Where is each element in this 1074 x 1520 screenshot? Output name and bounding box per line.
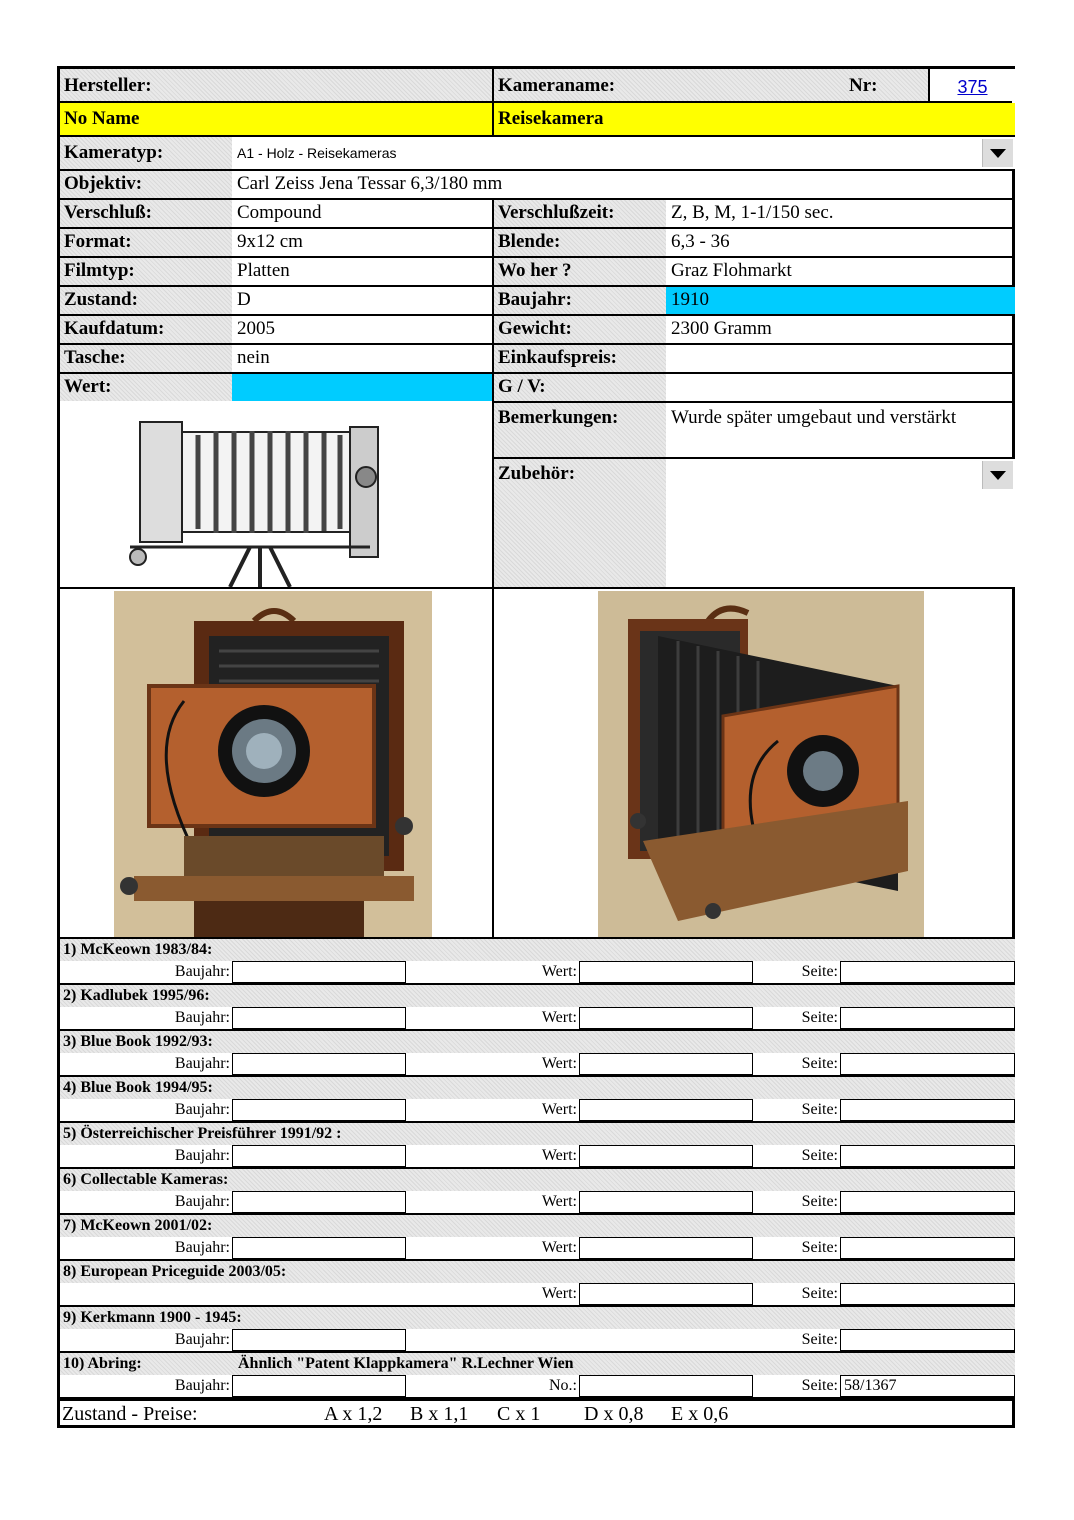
verschlusszeit-label: Verschlußzeit: [494, 200, 666, 227]
reference-title: 9) Kerkmann 1900 - 1945: [60, 1307, 1015, 1329]
camera-photo-front-image [114, 591, 432, 939]
reference-seite-input[interactable] [840, 961, 1015, 983]
divider [492, 69, 494, 103]
reference-title: 2) Kadlubek 1995/96: [60, 985, 1015, 1007]
zubehoer-selected-value [666, 461, 671, 482]
divider [60, 1397, 1012, 1399]
reference-seite-label: Seite: [801, 1055, 838, 1072]
camera-photo-angle-image [598, 591, 924, 937]
divider [492, 103, 494, 135]
reference-wert-label: Wert: [541, 1055, 577, 1072]
zustand-value: D [237, 289, 251, 310]
blende-value: 6,3 - 36 [671, 231, 730, 252]
baujahr-label: Baujahr: [494, 287, 666, 314]
woher-value: Graz Flohmarkt [671, 260, 792, 281]
wert-value [232, 374, 492, 401]
camera-name-value: Reisekamera [494, 103, 1015, 135]
format-value: 9x12 cm [237, 231, 303, 252]
reference-wert-input[interactable] [579, 1145, 753, 1167]
manufacturer-label: Hersteller: [60, 69, 492, 103]
reference-baujahr-input[interactable] [232, 1329, 406, 1351]
reference-seite-label: Seite: [801, 1193, 838, 1210]
tasche-value: nein [237, 347, 270, 368]
divider [60, 587, 1012, 589]
reference-baujahr-label: Baujahr: [174, 1101, 230, 1118]
gv-value [666, 374, 1015, 401]
chevron-down-icon[interactable] [982, 139, 1013, 167]
wert-label: Wert: [60, 374, 232, 401]
divider [60, 372, 1012, 374]
reference-seite-label: Seite: [801, 1147, 838, 1164]
verschluss-label: Verschluß: [60, 200, 232, 227]
divider [60, 227, 1012, 229]
reference-seite-input[interactable] [840, 1191, 1015, 1213]
reference-seite-label: Seite: [801, 963, 838, 980]
reference-seite-input[interactable] [840, 1099, 1015, 1121]
objektiv-value: Carl Zeiss Jena Tessar 6,3/180 mm [237, 173, 503, 194]
reference-seite-label: Seite: [801, 1331, 838, 1348]
reference-baujahr-input[interactable] [232, 1145, 406, 1167]
kaufdatum-value: 2005 [237, 318, 275, 339]
divider [494, 457, 1012, 459]
camera-drawing [120, 407, 400, 587]
reference-note: Ähnlich "Patent Klappkamera" R.Lechner Wien [238, 1355, 574, 1372]
reference-seite-label: Seite: [801, 1239, 838, 1256]
reference-wert-input[interactable] [579, 961, 753, 983]
kaufdatum-label: Kaufdatum: [60, 316, 232, 343]
reference-baujahr-label: Baujahr: [174, 1331, 230, 1348]
reference-title: 8) European Priceguide 2003/05: [60, 1261, 1015, 1283]
reference-wert-input[interactable] [579, 1283, 753, 1305]
reference-seite-input[interactable]: 58/1367 [840, 1375, 1015, 1397]
reference-seite-label: Seite: [801, 1009, 838, 1026]
reference-seite-input[interactable] [840, 1237, 1015, 1259]
reference-seite-label: Seite: [801, 1101, 838, 1118]
zubehoer-select[interactable] [666, 459, 1015, 587]
reference-baujahr-label: Baujahr: [174, 1055, 230, 1072]
reference-seite-label: Seite: [801, 1285, 838, 1302]
divider [60, 198, 1012, 200]
zubehoer-label: Zubehör: [494, 459, 666, 587]
reference-title: 1) McKeown 1983/84: [60, 939, 1015, 961]
reference-wert-label: Wert: [541, 1239, 577, 1256]
reference-seite-input[interactable] [840, 1145, 1015, 1167]
divider [60, 135, 1012, 137]
reference-wert-input[interactable] [579, 1191, 753, 1213]
reference-title: 5) Österreichischer Preisführer 1991/92 : [60, 1123, 1015, 1145]
reference-baujahr-input[interactable] [232, 1191, 406, 1213]
einkaufspreis-value [666, 345, 1015, 372]
reference-wert-input[interactable] [579, 1237, 753, 1259]
reference-baujahr-input[interactable] [232, 1099, 406, 1121]
reference-wert-input[interactable] [579, 1099, 753, 1121]
reference-wert-label: No.: [549, 1377, 577, 1394]
camera-record-sheet [57, 66, 1015, 1428]
reference-wert-input[interactable] [579, 1053, 753, 1075]
reference-wert-input[interactable] [579, 1007, 753, 1029]
reference-seite-input[interactable] [840, 1329, 1015, 1351]
zustand-label: Zustand: [60, 287, 232, 314]
reference-baujahr-label: Baujahr: [174, 963, 230, 980]
reference-baujahr-label: Baujahr: [174, 1193, 230, 1210]
filmtyp-label: Filmtyp: [60, 258, 232, 285]
reference-wert-label: Wert: [541, 1193, 577, 1210]
reference-wert-label: Wert: [541, 1147, 577, 1164]
reference-title: 3) Blue Book 1992/93: [60, 1031, 1015, 1053]
divider [60, 343, 1012, 345]
camera-type-selected-value: A1 - Holz - Reisekameras [237, 145, 397, 161]
reference-title: 4) Blue Book 1994/95: [60, 1077, 1015, 1099]
reference-title: 7) McKeown 2001/02: [60, 1215, 1015, 1237]
nr-label: Nr: [849, 75, 878, 96]
chevron-down-icon[interactable] [982, 461, 1013, 489]
reference-wert-label: Wert: [541, 1101, 577, 1118]
reference-baujahr-input[interactable] [232, 1375, 406, 1397]
reference-wert-label: Wert: [541, 1285, 577, 1302]
camera-name-label: Kameraname: [494, 69, 928, 103]
divider [60, 101, 1012, 103]
objektiv-label: Objektiv: [60, 171, 232, 198]
gv-label: G / V: [494, 374, 666, 401]
format-label: Format: [60, 229, 232, 256]
reference-seite-input[interactable] [840, 1053, 1015, 1075]
gewicht-value: 2300 Gramm [671, 318, 772, 339]
nr-link[interactable]: 375 [957, 77, 988, 97]
condition-price-a: A x 1,2 [324, 1403, 383, 1425]
divider [60, 285, 1012, 287]
condition-price-d: D x 0,8 [584, 1403, 644, 1425]
verschluss-value: Compound [237, 202, 322, 223]
camera-photo-angle [598, 591, 924, 937]
reference-title: 6) Collectable Kameras: [60, 1169, 1015, 1191]
condition-prices-label: Zustand - Preise: [62, 1403, 198, 1425]
reference-baujahr-label: Baujahr: [174, 1239, 230, 1256]
reference-baujahr-label: Baujahr: [174, 1377, 230, 1394]
reference-baujahr-input[interactable] [232, 961, 406, 983]
reference-baujahr-label: Baujahr: [174, 1009, 230, 1026]
reference-baujahr-input[interactable] [232, 1053, 406, 1075]
reference-wert-input[interactable] [579, 1375, 753, 1397]
condition-price-c: C x 1 [497, 1403, 541, 1425]
reference-wert-label: Wert: [541, 963, 577, 980]
camera-sketch-image [120, 407, 400, 587]
manufacturer-value: No Name [60, 103, 492, 135]
reference-wert-label: Wert: [541, 1009, 577, 1026]
divider [494, 401, 1012, 403]
reference-baujahr-label: Baujahr: [174, 1147, 230, 1164]
filmtyp-value: Platten [237, 260, 290, 281]
nr-box [928, 69, 1015, 103]
tasche-label: Tasche: [60, 345, 232, 372]
einkaufspreis-label: Einkaufspreis: [494, 345, 666, 372]
woher-label: Wo her ? [494, 258, 666, 285]
reference-title: 10) Abring: [60, 1353, 1015, 1375]
camera-photo-front [114, 591, 432, 939]
camera-type-label: Kameratyp: [60, 137, 232, 169]
condition-price-e: E x 0,6 [671, 1403, 729, 1425]
reference-seite-label: Seite: [801, 1377, 838, 1394]
divider [60, 256, 1012, 258]
baujahr-value: 1910 [666, 287, 1015, 314]
bemerkungen-value: Wurde später umgebaut und verstärkt [671, 407, 957, 428]
divider [60, 314, 1012, 316]
reference-baujahr-input[interactable] [232, 1237, 406, 1259]
reference-baujahr-input[interactable] [232, 1007, 406, 1029]
reference-seite-input[interactable] [840, 1007, 1015, 1029]
gewicht-label: Gewicht: [494, 316, 666, 343]
verschlusszeit-value: Z, B, M, 1-1/150 sec. [671, 202, 834, 223]
divider [492, 198, 494, 939]
camera-type-select[interactable] [232, 137, 1015, 169]
condition-price-b: B x 1,1 [410, 1403, 469, 1425]
divider [60, 169, 1012, 171]
reference-seite-input[interactable] [840, 1283, 1015, 1305]
bemerkungen-label: Bemerkungen: [494, 403, 666, 457]
blende-label: Blende: [494, 229, 666, 256]
